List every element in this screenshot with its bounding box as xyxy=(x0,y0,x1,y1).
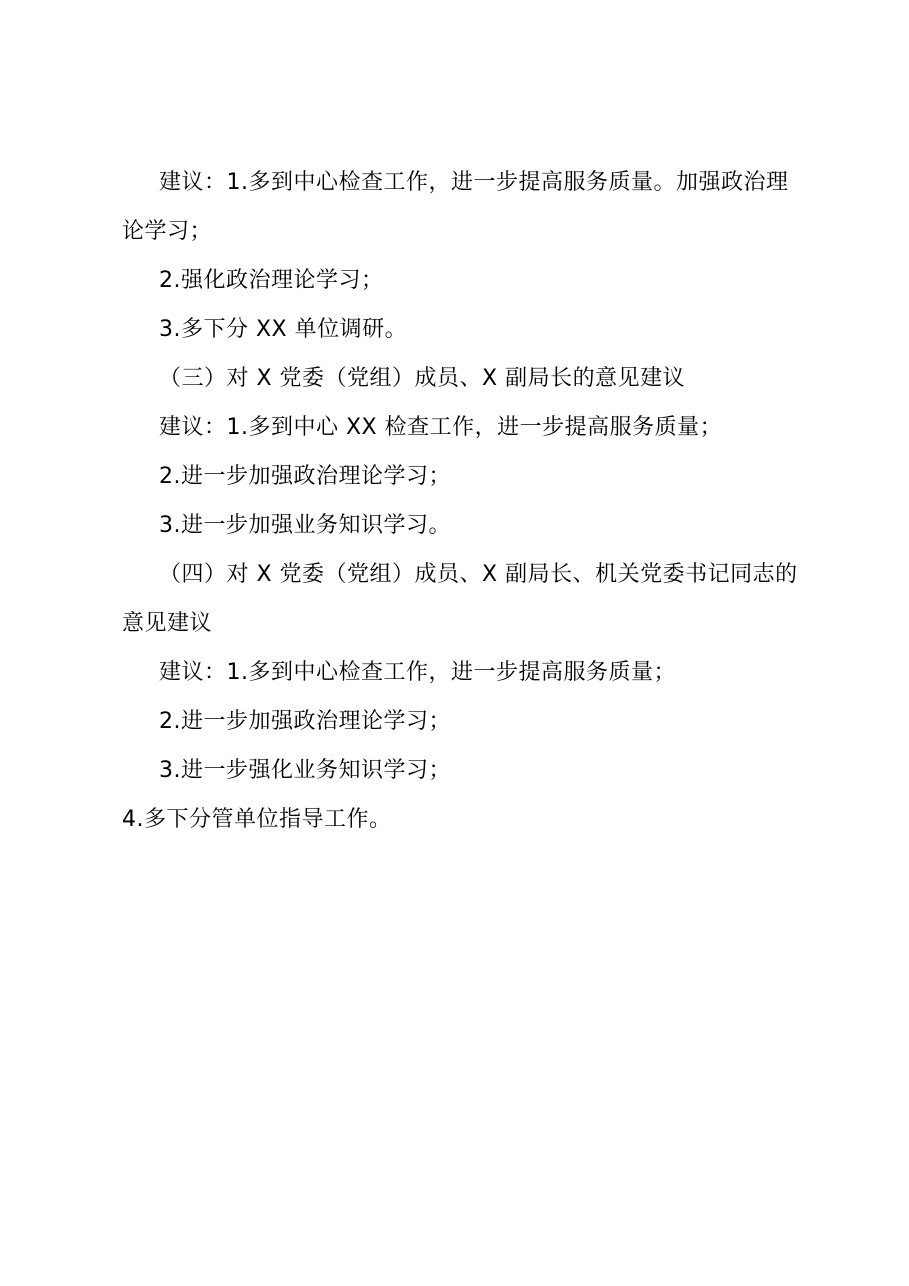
paragraph-suggestion-1: 建议：1.多到中心检查工作，进一步提高服务质量。加强政治理论学习； xyxy=(122,170,789,244)
paragraph-item-2: 2.强化政治理论学习； xyxy=(159,268,384,293)
paragraph-item-3b: 3.进一步加强业务知识学习。 xyxy=(159,513,451,538)
paragraph-item-2b: 2.进一步加强政治理论学习； xyxy=(159,464,451,489)
paragraph-suggestion-3: 建议：1.多到中心检查工作，进一步提高服务质量； xyxy=(159,660,676,685)
paragraph-item-4c: 4.多下分管单位指导工作。 xyxy=(122,807,392,832)
paragraph-item-2c: 2.进一步加强政治理论学习； xyxy=(159,709,451,734)
section-heading-4: （四）对 X 党委（党组）成员、X 副局长、机关党委书记同志的意见建议 xyxy=(122,562,798,636)
section-heading-3: （三）对 X 党委（党组）成员、X 副局长的意见建议 xyxy=(159,366,686,391)
paragraph-item-3: 3.多下分 XX 单位调研。 xyxy=(159,317,408,342)
paragraph-suggestion-2: 建议：1.多到中心 XX 检查工作，进一步提高服务质量； xyxy=(159,415,723,440)
paragraph-item-3c: 3.进一步强化业务知识学习； xyxy=(159,758,451,783)
